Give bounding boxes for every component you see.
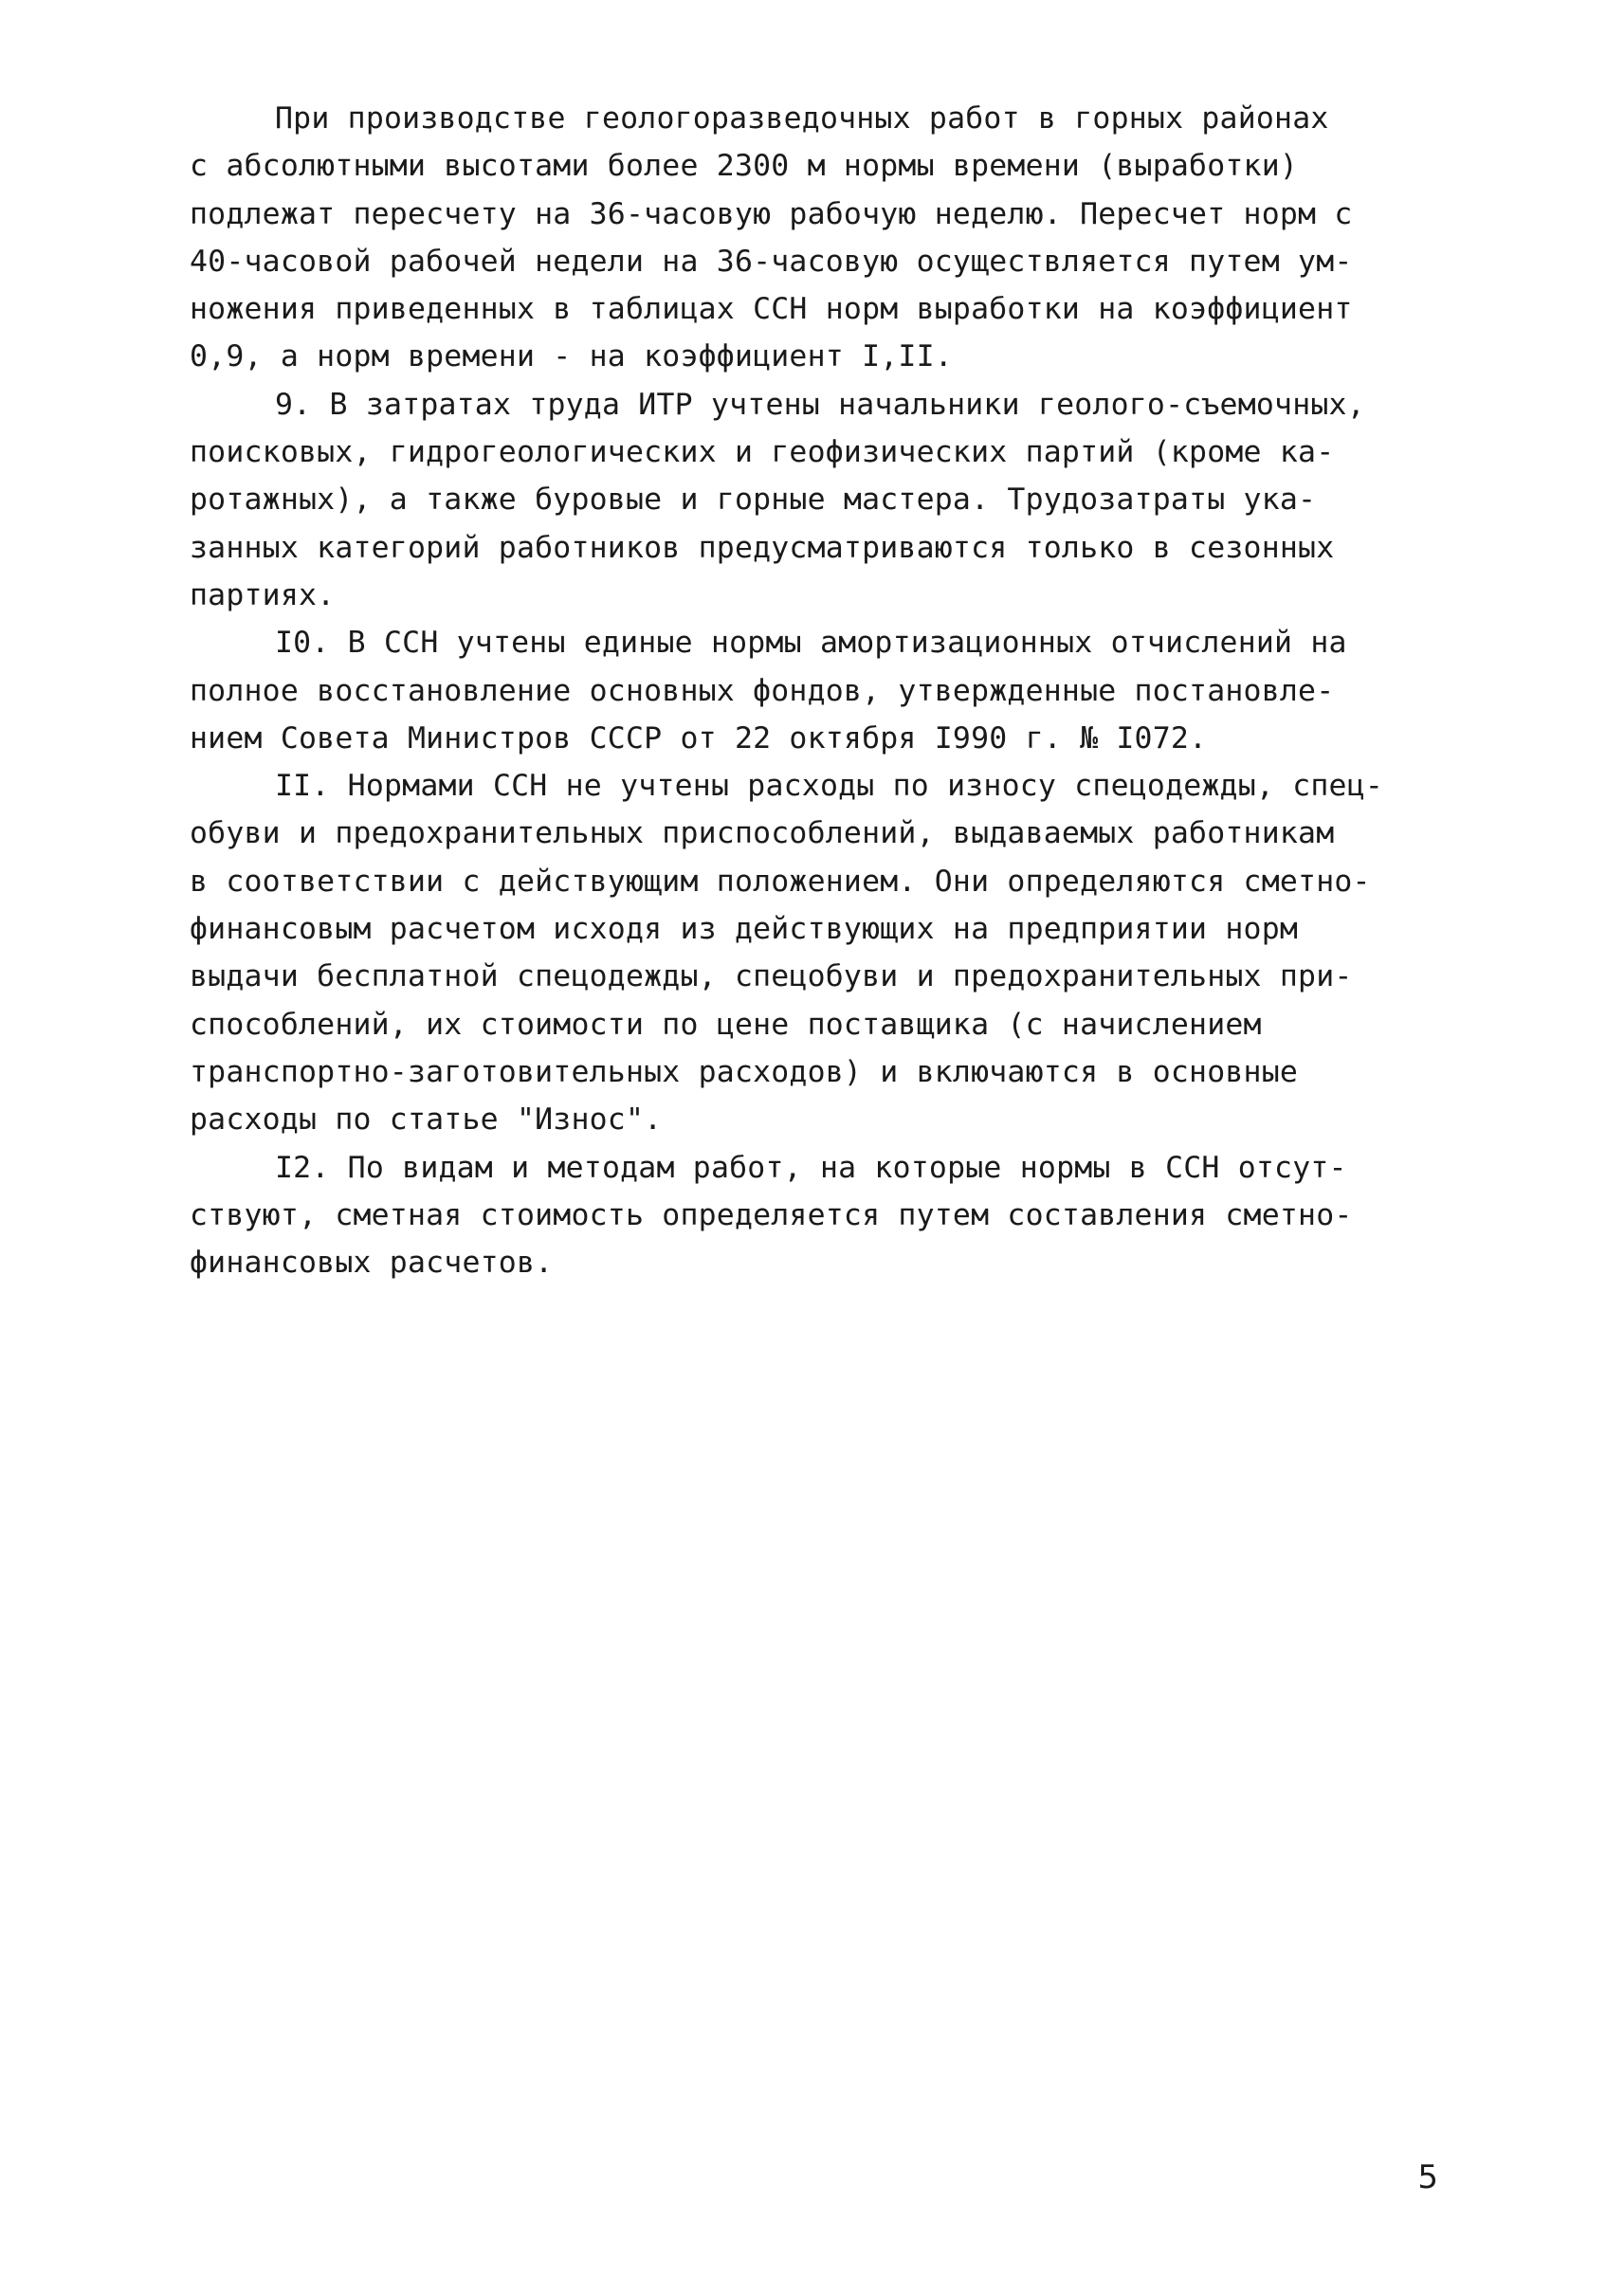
text-line: II. Нормами ССН не учтены расходы по износу спецодежды, спец- bbox=[275, 769, 1384, 804]
paragraph-intro bbox=[190, 95, 1479, 381]
text-line: с абсолютными высотами более 2300 м нормы времени (выработки) bbox=[190, 149, 1299, 184]
text-line: 9. В затратах труда ИТР учтены начальники геолого-съемочных, bbox=[275, 387, 1365, 422]
text-line: в соответствии с действующим положением. Они определяются сметно- bbox=[190, 864, 1371, 899]
text-line: способлений, их стоимости по цене поставщика (с начислением bbox=[190, 1007, 1262, 1042]
text-line: поисковых, гидрогеологических и геофизических партий (кроме ка- bbox=[190, 435, 1335, 470]
text-line: финансовых расчетов. bbox=[190, 1246, 554, 1281]
text-line: I2. По видам и методам работ, на которые нормы в ССН отсут- bbox=[275, 1150, 1347, 1185]
text-line: полное восстановление основных фондов, утвержденные постановле- bbox=[190, 673, 1335, 708]
text-line: ротажных), а также буровые и горные мастера. Трудозатраты ука- bbox=[190, 483, 1317, 518]
text-line: партиях. bbox=[190, 577, 336, 612]
paragraph-item-11 bbox=[190, 762, 1479, 1143]
text-line: ствуют, сметная стоимость определяется путем составления сметно- bbox=[190, 1197, 1353, 1232]
text-line: расходы по статье "Износ". bbox=[190, 1102, 663, 1138]
paragraph-item-12 bbox=[190, 1144, 1479, 1287]
document-body bbox=[190, 95, 1479, 1286]
text-line: транспортно-заготовительных расходов) и включаются в основные bbox=[190, 1054, 1299, 1089]
page-number: 5 bbox=[1417, 2158, 1438, 2196]
paragraph-item-9 bbox=[190, 381, 1479, 619]
text-line: При производстве геологоразведочных работ в горных районах bbox=[275, 101, 1329, 136]
text-line: нием Совета Министров СССР от 22 октября I990 г. № I072. bbox=[190, 720, 1208, 756]
paragraph-item-10 bbox=[190, 619, 1479, 762]
text-line: I0. В ССН учтены единые нормы амортизационных отчислений на bbox=[275, 626, 1347, 661]
text-line: ножения приведенных в таблицах ССН норм выработки на коэффициент bbox=[190, 292, 1353, 327]
text-line: 40-часовой рабочей недели на 36-часовую осуществляется путем ум- bbox=[190, 244, 1353, 279]
text-line: подлежат пересчету на 36-часовую рабочую неделю. Пересчет норм с bbox=[190, 196, 1353, 231]
text-line: занных категорий работников предусматриваются только в сезонных bbox=[190, 530, 1335, 565]
text-line: финансовым расчетом исходя из действующих на предприятии норм bbox=[190, 912, 1299, 947]
text-line: 0,9, а норм времени - на коэффициент I,II. bbox=[190, 339, 953, 374]
text-line: выдачи бесплатной спецодежды, спецобуви и предохранительных при- bbox=[190, 959, 1353, 994]
text-line: обуви и предохранительных приспособлений, выдаваемых работникам bbox=[190, 816, 1335, 851]
